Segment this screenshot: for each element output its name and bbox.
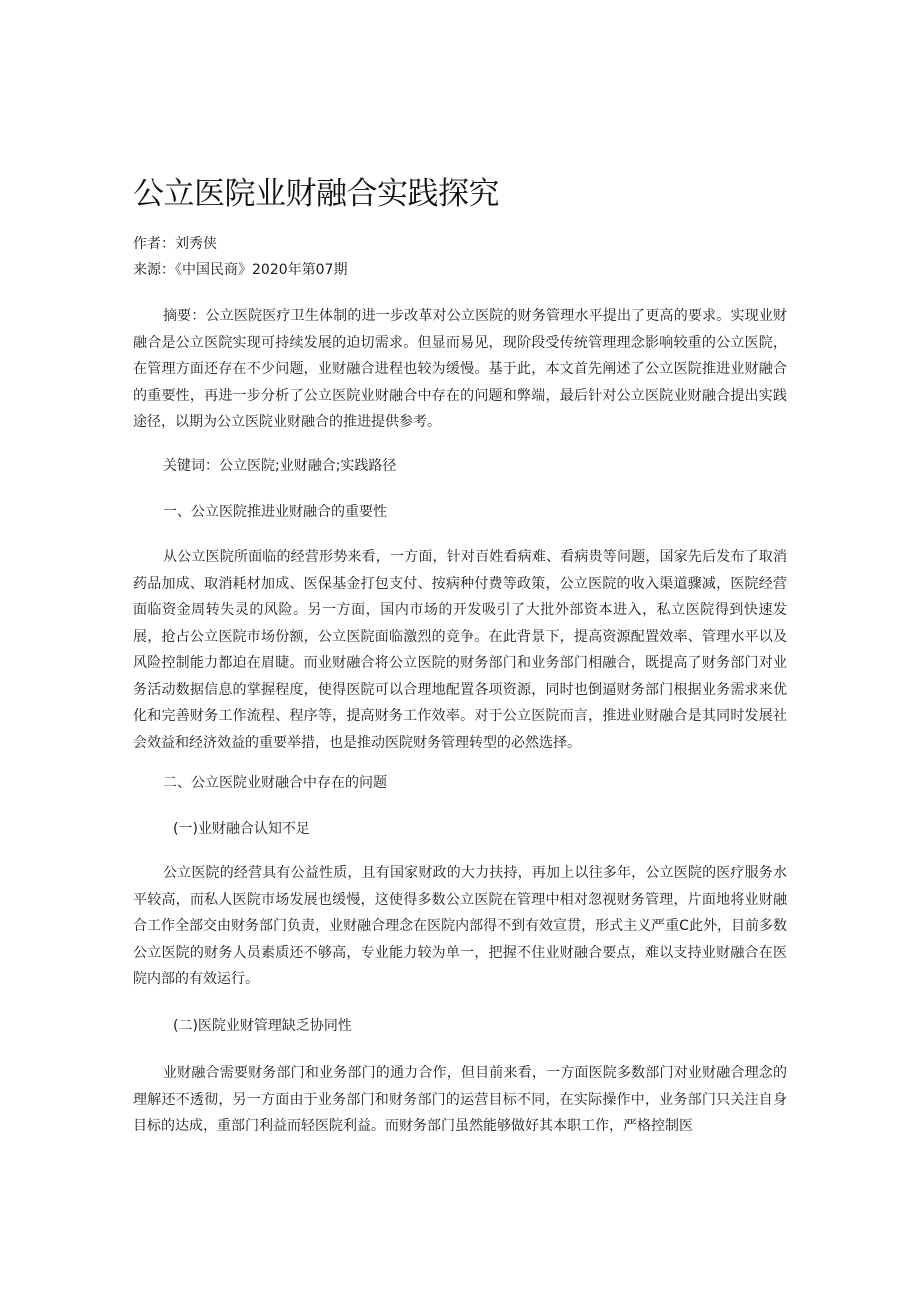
keywords-line: 关键词：公立医院;业财融合;实践路径 xyxy=(163,458,397,474)
subsection-2-2-heading: (二)医院业财管理缺乏协同性 xyxy=(173,1018,352,1034)
article-author: 作者：刘秀侠 xyxy=(133,236,217,252)
article-source: 来源：《中国民商》2020年第07期 xyxy=(133,262,348,278)
section-1-body: 从公立医院所面临的经营形势来看，一方面，针对百姓看病难、看病贵等问题，国家先后发布了取消药品加成、取消耗材加成、医保基金打包支付、按病种付费等政策，公立医院的收入渠道骤减，医院经营面临资金周转失灵的风险。另一方面，国内市场的开发吸引了大批外部资本进入，私立医院得到快速发展，抢占公立医院市场份额，公立医院面临激烈的竞争。在此背景下，提高资源配置效率、管理水平以及风险控制能力都迫在眉睫。而业财融合将公立医院的财务部门和业务部门相融合，既提高了财务部门对业务活动数据信息的掌握程度，使得医院可以合理地配置各项资源，同时也倒逼财务部门根据业务需求来优化和完善财务工作流程、程序等，提高财务工作效率。对于公立医院而言，推进业财融合是其同时发展社会效益和经济效益的重要举措，也是推动医院财务管理转型的必然选择。 xyxy=(133,549,787,751)
section-2-heading: 二、公立医院业财融合中存在的问题 xyxy=(163,775,387,791)
section-1-heading: 一、公立医院推进业财融合的重要性 xyxy=(163,504,387,520)
subsection-2-1-heading: (一)业财融合认知不足 xyxy=(173,821,310,837)
article-title: 公立医院业财融合实践探究 xyxy=(133,176,499,212)
subsection-2-2-body: 业财融合需要财务部门和业务部门的通力合作，但目前来看，一方面医院多数部门对业财融合理念的理解还不透彻，另一方面由于业务部门和财务部门的运营目标不同，在实际操作中，业务部门只关注自身目标的达成，重部门利益而轻医院利益。而财务部门虽然能够做好其本职工作，严格控制医 xyxy=(133,1065,787,1134)
subsection-2-1-body: 公立医院的经营具有公益性质，且有国家财政的大力扶持，再加上以往多年，公立医院的医疗服务水平较高，而私人医院市场发展也缓慢，这使得多数公立医院在管理中相对忽视财务管理，片面地将业财融合工作全部交由财务部门负责，业财融合理念在医院内部得不到有效宣贯，形式主义严重C此外，目前多数公立医院的财务人员素质还不够高，专业能力较为单一，把握不住业财融合要点，难以支持业财融合在医院内部的有效运行。 xyxy=(133,865,787,987)
abstract-paragraph: 摘要：公立医院医疗卫生体制的进一步改革对公立医院的财务管理水平提出了更高的要求。实现业财融合是公立医院实现可持续发展的迫切需求。但显而易见，现阶段受传统管理理念影响较重的公立医院，在管理方面还存在不少问题，业财融合进程也较为缓慢。基于此，本文首先阐述了公立医院推进业财融合的重要性，再进一步分析了公立医院业财融合中存在的问题和弊端，最后针对公立医院业财融合提出实践途径，以期为公立医院业财融合的推进提供参考。 xyxy=(133,308,787,430)
